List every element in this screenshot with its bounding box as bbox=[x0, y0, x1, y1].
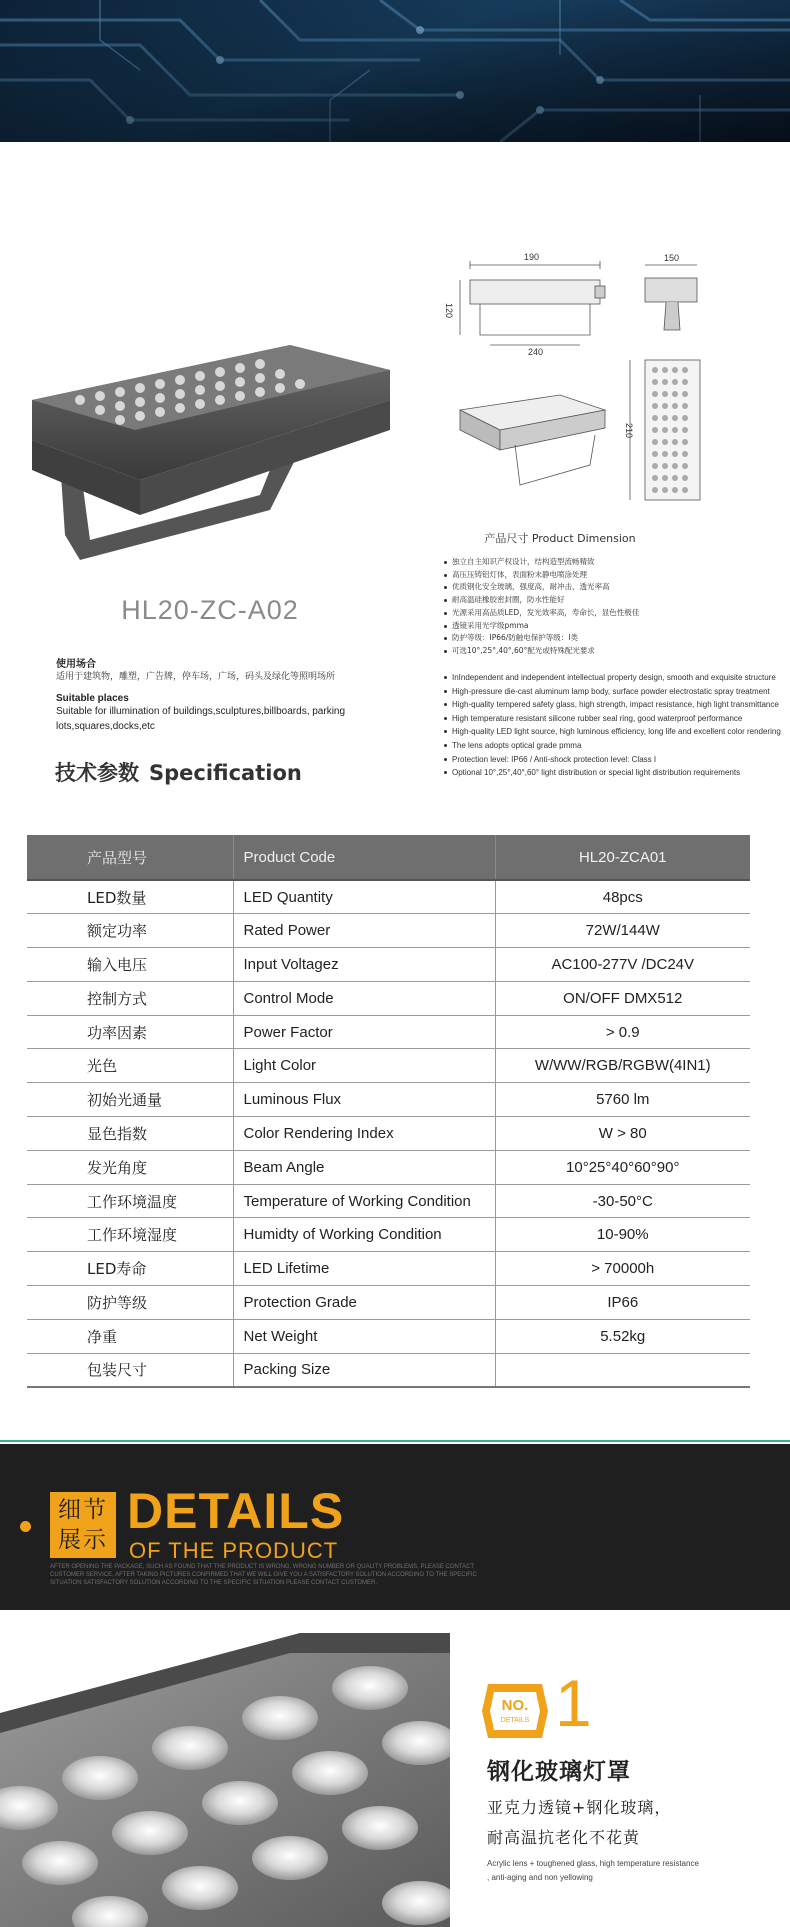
table-row bbox=[27, 1319, 750, 1353]
feature-en-item: High-quality tempered safety glass, high strength, impact resistance, high light transmittance bbox=[443, 698, 788, 712]
feature-cn-item: 防护等级：IP66/防触电保护等级：I类 bbox=[443, 632, 783, 645]
table-row bbox=[27, 1117, 750, 1151]
usage-text-cn: 适用于建筑物，雕塑，广告牌，停车场，广场，码头及绿化等照明场所 bbox=[56, 671, 336, 681]
header-cell-en: Product Code bbox=[233, 835, 495, 880]
row-value: 10-90% bbox=[495, 1218, 750, 1252]
usage-section bbox=[56, 655, 356, 734]
feature-cn-item: 光源采用高品质LED，发光效率高，寿命长，显色性极佳 bbox=[443, 607, 783, 620]
circuit-pattern bbox=[0, 0, 790, 142]
features-en-list bbox=[443, 671, 788, 780]
row-label-en: Protection Grade bbox=[233, 1286, 495, 1320]
row-label-cn: 功率因素 bbox=[27, 1015, 233, 1049]
row-label-en: LED Quantity bbox=[233, 880, 495, 914]
row-value: 5760 lm bbox=[495, 1083, 750, 1117]
table-row bbox=[27, 981, 750, 1015]
feature-cn-item: 耐高温硅橡胶密封圈，防水性能好 bbox=[443, 594, 783, 607]
usage-heading-en: Suitable places bbox=[56, 693, 129, 704]
row-label-cn: 控制方式 bbox=[27, 981, 233, 1015]
row-value: IP66 bbox=[495, 1286, 750, 1320]
row-value: -30-50°C bbox=[495, 1184, 750, 1218]
section-divider bbox=[0, 1440, 790, 1442]
details-number-badge bbox=[480, 1680, 550, 1742]
dim-length: 210 bbox=[624, 423, 634, 439]
row-label-en: Control Mode bbox=[233, 981, 495, 1015]
badge-no-text: NO. bbox=[501, 1697, 529, 1714]
row-label-en: Humidty of Working Condition bbox=[233, 1218, 495, 1252]
row-label-cn: LED寿命 bbox=[27, 1252, 233, 1286]
detail1-desc-en bbox=[487, 1857, 727, 1885]
feature-en-item: Optional 10°,25°,40°,60° light distribution or special light distribution requirements bbox=[443, 766, 788, 780]
table-row bbox=[27, 1083, 750, 1117]
row-value: 48pcs bbox=[495, 880, 750, 914]
table-row bbox=[27, 880, 750, 914]
dimension-caption: 产品尺寸 Product Dimension bbox=[484, 532, 636, 545]
feature-en-item: Protection level: IP66 / Anti-shock protection level: Class I bbox=[443, 753, 788, 767]
row-label-en: Luminous Flux bbox=[233, 1083, 495, 1117]
detail1-en-line2: , anti-aging and non yellowing bbox=[487, 1873, 593, 1882]
row-label-cn: 发光角度 bbox=[27, 1150, 233, 1184]
header-cell-value: HL20-ZCA01 bbox=[495, 835, 750, 880]
row-value: 5.52kg bbox=[495, 1319, 750, 1353]
lens-closeup-image bbox=[0, 1633, 450, 1927]
feature-en-item: The lens adopts optical grade pmma bbox=[443, 739, 788, 753]
detail-number: 1 bbox=[555, 1666, 592, 1740]
table-row bbox=[27, 1049, 750, 1083]
row-label-cn: 包装尺寸 bbox=[27, 1353, 233, 1387]
spec-heading-en: Specification bbox=[149, 761, 302, 785]
row-value: ON/OFF DMX512 bbox=[495, 981, 750, 1015]
details-fine-print: AFTER OPENING THE PACKAGE, SUCH AS FOUND THAT THE PRODUCT IS WRONG, WRONG NUMBER OR QUALITY PROBLEMS, PLEASE CONTACT CUSTOMER SERVICE, AFTER TAKING PICTURES CONFIRMED THAT WE WILL GIVE YOU A SATISFACTORY SOLUTION ACCORDING TO THE SPECIFIC SITUATION SATISFACTORY SOLUTION ACCORDING TO THE SPECIFIC SITUATION PLEASE CONTACT CUSTOMER. bbox=[50, 1564, 477, 1586]
row-value: W/WW/RGB/RGBW(4IN1) bbox=[495, 1049, 750, 1083]
table-row bbox=[27, 1150, 750, 1184]
details-cn-box bbox=[50, 1492, 116, 1558]
table-row bbox=[27, 1015, 750, 1049]
table-row bbox=[27, 914, 750, 948]
detail1-cn-line2: 耐高温抗老化不花黄 bbox=[487, 1828, 641, 1847]
detail1-cn-line1: 亚克力透镜+钢化玻璃， bbox=[487, 1798, 672, 1817]
table-row bbox=[27, 1184, 750, 1218]
dim-base: 240 bbox=[528, 347, 544, 357]
row-value: > 0.9 bbox=[495, 1015, 750, 1049]
usage-heading-cn: 使用场合 bbox=[56, 659, 96, 670]
row-label-cn: 工作环境湿度 bbox=[27, 1218, 233, 1252]
features-cn-list bbox=[443, 556, 783, 658]
row-label-cn: 额定功率 bbox=[27, 914, 233, 948]
dim-side-width: 150 bbox=[664, 253, 680, 263]
product-image bbox=[20, 300, 400, 590]
dimension-drawing bbox=[440, 250, 780, 520]
row-label-en: Beam Angle bbox=[233, 1150, 495, 1184]
row-label-cn: 光色 bbox=[27, 1049, 233, 1083]
row-value bbox=[495, 1353, 750, 1387]
row-label-cn: 初始光通量 bbox=[27, 1083, 233, 1117]
detail1-desc-cn bbox=[487, 1793, 671, 1853]
dim-height: 120 bbox=[444, 303, 454, 319]
spec-heading-cn: 技术参数 bbox=[55, 761, 139, 785]
row-label-en: LED Lifetime bbox=[233, 1252, 495, 1286]
details-subtitle: OF THE PRODUCT bbox=[129, 1538, 339, 1563]
table-row bbox=[27, 1252, 750, 1286]
feature-en-item: High temperature resistant silicone rubber seal ring, good waterproof performance bbox=[443, 712, 788, 726]
row-label-en: Input Voltagez bbox=[233, 948, 495, 982]
bullet-dot bbox=[20, 1521, 31, 1532]
table-row bbox=[27, 1286, 750, 1320]
badge-details-text: DETAILS bbox=[500, 1717, 530, 1724]
details-cn-line2: 展示 bbox=[58, 1527, 108, 1553]
row-label-cn: 净重 bbox=[27, 1319, 233, 1353]
feature-cn-item: 优质钢化安全玻璃，强度高，耐冲击，透光率高 bbox=[443, 581, 783, 594]
row-label-en: Packing Size bbox=[233, 1353, 495, 1387]
feature-cn-item: 高压压铸铝灯体，表面粉末静电喷涂处理 bbox=[443, 569, 783, 582]
row-label-en: Net Weight bbox=[233, 1319, 495, 1353]
row-value: W > 80 bbox=[495, 1117, 750, 1151]
row-label-cn: LED数量 bbox=[27, 880, 233, 914]
feature-en-item: High-quality LED light source, high luminous efficiency, long life and excellent color rendering bbox=[443, 725, 788, 739]
table-row bbox=[27, 948, 750, 982]
row-label-en: Light Color bbox=[233, 1049, 495, 1083]
feature-cn-item: 独立自主知识产权设计，结构造型流畅精致 bbox=[443, 556, 783, 569]
feature-cn-item: 透镜采用光学级pmma bbox=[443, 620, 783, 633]
usage-text-en: Suitable for illumination of buildings,sculptures,billboards, parking lots,squares,docks,etc bbox=[56, 706, 346, 732]
detail1-en-line1: Acrylic lens + toughened glass, high temperature resistance bbox=[487, 1859, 699, 1868]
feature-cn-item: 可选10°,25°,40°,60°配光或特殊配光要求 bbox=[443, 645, 783, 658]
row-value: > 70000h bbox=[495, 1252, 750, 1286]
feature-en-item: InIndependent and independent intellectual property design, smooth and exquisite structure bbox=[443, 671, 788, 685]
details-title: DETAILS bbox=[127, 1483, 345, 1539]
row-label-cn: 显色指数 bbox=[27, 1117, 233, 1151]
row-label-en: Rated Power bbox=[233, 914, 495, 948]
table-header-row bbox=[27, 835, 750, 880]
detail1-title: 钢化玻璃灯罩 bbox=[487, 1759, 631, 1785]
row-label-cn: 输入电压 bbox=[27, 948, 233, 982]
row-value: 10°25°40°60°90° bbox=[495, 1150, 750, 1184]
row-label-en: Power Factor bbox=[233, 1015, 495, 1049]
header-cell-cn: 产品型号 bbox=[27, 835, 233, 880]
table-row bbox=[27, 1353, 750, 1387]
row-label-en: Color Rendering Index bbox=[233, 1117, 495, 1151]
top-banner bbox=[0, 0, 790, 142]
spec-heading bbox=[55, 757, 302, 787]
details-cn-line1: 细节 bbox=[58, 1497, 108, 1523]
feature-en-item: High-pressure die-cast aluminum lamp body, surface powder electrostatic spray treatment bbox=[443, 685, 788, 699]
table-row bbox=[27, 1218, 750, 1252]
row-label-cn: 工作环境温度 bbox=[27, 1184, 233, 1218]
row-value: AC100-277V /DC24V bbox=[495, 948, 750, 982]
spec-table bbox=[27, 835, 750, 1388]
row-value: 72W/144W bbox=[495, 914, 750, 948]
dim-width-top: 190 bbox=[524, 252, 540, 262]
row-label-en: Temperature of Working Condition bbox=[233, 1184, 495, 1218]
model-title: HL20-ZC-A02 bbox=[121, 595, 299, 625]
row-label-cn: 防护等级 bbox=[27, 1286, 233, 1320]
